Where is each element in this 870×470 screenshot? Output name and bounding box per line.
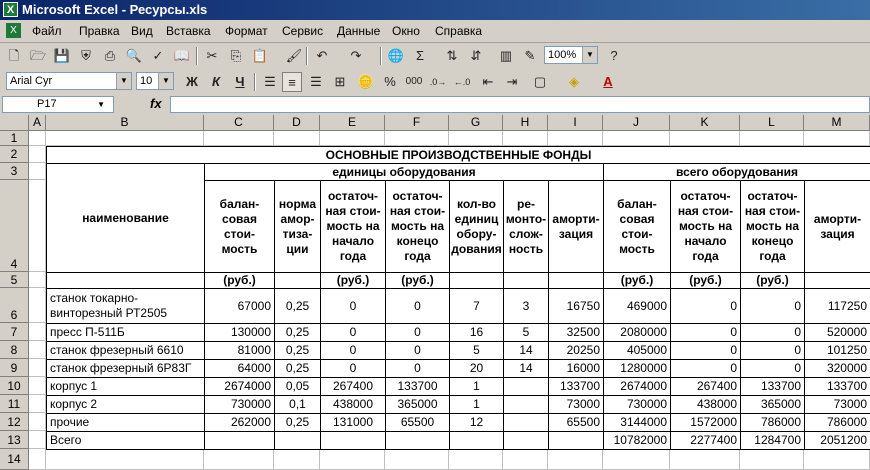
value-cell[interactable]: 267400: [670, 377, 741, 396]
unit-cell[interactable]: [503, 272, 549, 289]
value-cell[interactable]: 5: [503, 323, 549, 342]
research-icon[interactable]: 📖: [173, 48, 191, 63]
value-cell[interactable]: 2080000: [603, 323, 671, 342]
workbook-icon[interactable]: X: [6, 23, 21, 38]
value-cell[interactable]: 0: [740, 341, 805, 360]
menu-help[interactable]: Справка: [435, 24, 483, 38]
sheet-cell[interactable]: [320, 449, 385, 470]
increase-indent-icon[interactable]: ⇥: [506, 74, 518, 89]
row-name[interactable]: станок фрезерный 6Р83Г: [46, 359, 205, 378]
unit-label[interactable]: (руб.): [670, 272, 741, 289]
header-h-rem[interactable]: ре- монто- слож- ность: [503, 180, 549, 273]
sheet-cell[interactable]: [385, 131, 449, 146]
sheet-title[interactable]: ОСНОВНЫЕ ПРОИЗВОДСТВЕННЫЕ ФОНДЫ: [46, 146, 870, 164]
sheet-cell[interactable]: [449, 449, 503, 470]
menu-file[interactable]: Файл: [32, 24, 62, 38]
worksheet-grid[interactable]: [0, 115, 870, 470]
sort-descending-icon[interactable]: ⇵: [470, 48, 482, 63]
font-value: Arial Cyr: [10, 75, 53, 87]
row-name[interactable]: станок токарно-винторезный РТ2505: [46, 288, 205, 324]
value-cell[interactable]: 262000: [204, 413, 275, 432]
value-cell[interactable]: 0: [320, 323, 386, 342]
unit-cell[interactable]: [46, 272, 205, 289]
copy-icon[interactable]: ⎘: [230, 48, 242, 63]
row-header-10[interactable]: 10: [0, 377, 29, 395]
menu-window[interactable]: Окно: [392, 24, 420, 38]
value-cell[interactable]: 14: [503, 341, 549, 360]
row-name[interactable]: пресс П-511Б: [46, 323, 205, 342]
value-cell[interactable]: 0,25: [274, 359, 321, 378]
sheet-cell[interactable]: [274, 449, 320, 470]
row-header-4[interactable]: 4: [0, 180, 29, 272]
name-box[interactable]: [2, 96, 114, 113]
value-cell[interactable]: 1280000: [603, 359, 671, 378]
drawing-icon[interactable]: ✎: [524, 48, 536, 63]
save-icon[interactable]: 💾: [53, 48, 71, 63]
row-header-9[interactable]: 9: [0, 359, 29, 377]
excel-app-icon[interactable]: X: [3, 2, 18, 17]
align-right-icon[interactable]: ☰: [310, 74, 322, 89]
value-cell[interactable]: 0,05: [274, 377, 321, 396]
sheet-cell[interactable]: [320, 131, 385, 146]
header-name[interactable]: наименование: [46, 163, 205, 273]
unit-label[interactable]: (руб.): [385, 272, 450, 289]
value-cell[interactable]: 2674000: [204, 377, 275, 396]
select-all-corner[interactable]: [0, 115, 29, 131]
header-h-qty[interactable]: кол-во единиц обору- дования: [449, 180, 504, 273]
value-cell[interactable]: 16: [449, 323, 504, 342]
value-cell[interactable]: 14: [503, 359, 549, 378]
value-cell[interactable]: 469000: [603, 288, 671, 324]
align-left-icon[interactable]: ☰: [264, 74, 276, 89]
header-h-ost-start[interactable]: остаточ- ная стои- мость на начало года: [320, 180, 386, 273]
toolbar-separator: [380, 47, 382, 65]
sheet-cell[interactable]: [603, 131, 670, 146]
increase-decimal-icon[interactable]: .0→: [429, 77, 447, 87]
value-cell[interactable]: 0: [385, 288, 450, 324]
thousands-icon[interactable]: 000: [405, 76, 423, 87]
value-cell[interactable]: 365000: [385, 395, 450, 414]
value-cell[interactable]: 786000: [740, 413, 805, 432]
borders-icon[interactable]: ▢: [533, 74, 547, 89]
underline-button[interactable]: Ч: [235, 74, 245, 89]
zoom-select[interactable]: [544, 46, 598, 64]
value-cell[interactable]: [274, 431, 321, 450]
unit-label[interactable]: (руб.): [320, 272, 386, 289]
menu-tools[interactable]: Сервис: [282, 24, 324, 38]
value-cell[interactable]: 64000: [204, 359, 275, 378]
sheet-cell[interactable]: [204, 131, 274, 146]
sheet-cell[interactable]: [29, 288, 46, 323]
row-header-5[interactable]: 5: [0, 272, 29, 288]
value-cell[interactable]: 5: [449, 341, 504, 360]
cut-icon[interactable]: ✂: [206, 48, 218, 63]
sheet-cell[interactable]: [29, 272, 46, 288]
sheet-cell[interactable]: [29, 180, 46, 272]
chevron-down-icon[interactable]: ▼: [97, 100, 105, 109]
value-cell[interactable]: 0,25: [274, 413, 321, 432]
unit-cell[interactable]: [449, 272, 504, 289]
row-header-7[interactable]: 7: [0, 323, 29, 341]
sheet-cell[interactable]: [740, 449, 804, 470]
header-h-t-amort[interactable]: аморти- зация: [804, 180, 870, 273]
value-cell[interactable]: 133700: [548, 377, 604, 396]
value-cell[interactable]: 438000: [670, 395, 741, 414]
menu-insert[interactable]: Вставка: [166, 24, 211, 38]
window-title: Microsoft Excel - Ресурсы.xls: [22, 2, 208, 17]
menu-view[interactable]: Вид: [131, 24, 153, 38]
sheet-cell[interactable]: [29, 395, 46, 413]
sheet-cell[interactable]: [274, 131, 320, 146]
sheet-cell[interactable]: [503, 449, 548, 470]
column-header-c[interactable]: C: [204, 115, 274, 131]
value-cell[interactable]: 2051200: [804, 431, 870, 450]
value-cell[interactable]: 0: [740, 323, 805, 342]
fill-color-icon[interactable]: ◈: [569, 74, 579, 89]
column-header-b[interactable]: B: [46, 115, 204, 131]
unit-cell[interactable]: [804, 272, 870, 289]
row-header-11[interactable]: 11: [0, 395, 29, 413]
font-size-select[interactable]: [136, 72, 174, 90]
value-cell[interactable]: 3: [503, 288, 549, 324]
font-select[interactable]: [6, 72, 132, 90]
row-header-12[interactable]: 12: [0, 413, 29, 431]
value-cell[interactable]: 73000: [804, 395, 870, 414]
value-cell[interactable]: 0,1: [274, 395, 321, 414]
value-cell[interactable]: [503, 377, 549, 396]
percent-icon[interactable]: %: [384, 74, 396, 89]
redo-icon[interactable]: ↷: [350, 48, 362, 63]
value-cell[interactable]: 133700: [740, 377, 805, 396]
name-box-value: P17: [37, 98, 57, 110]
sheet-cell[interactable]: [29, 359, 46, 377]
value-cell[interactable]: 0: [320, 288, 386, 324]
value-cell[interactable]: 20250: [548, 341, 604, 360]
print-preview-icon[interactable]: 🔍: [125, 48, 143, 63]
sort-ascending-icon[interactable]: ⇅: [446, 48, 458, 63]
format-painter-icon[interactable]: 🖌: [285, 48, 303, 63]
paste-icon[interactable]: 📋: [251, 48, 269, 63]
row-name[interactable]: корпус 2: [46, 395, 205, 414]
sheet-cell[interactable]: [29, 341, 46, 359]
row-name[interactable]: Всего: [46, 431, 205, 450]
value-cell[interactable]: 0: [670, 288, 741, 324]
value-cell[interactable]: [204, 431, 275, 450]
menu-edit[interactable]: Правка: [79, 24, 120, 38]
row-header-6[interactable]: 6: [0, 288, 29, 323]
sheet-cell[interactable]: [29, 413, 46, 431]
value-cell[interactable]: 133700: [385, 377, 450, 396]
value-cell[interactable]: 320000: [804, 359, 870, 378]
value-cell[interactable]: 7: [449, 288, 504, 324]
formula-bar: [0, 95, 870, 115]
value-cell[interactable]: 730000: [204, 395, 275, 414]
value-cell[interactable]: 0: [385, 341, 450, 360]
formula-input[interactable]: [170, 96, 870, 113]
header-h-t-ost-end[interactable]: остаточ- ная стои- мость на конецо года: [740, 180, 805, 273]
value-cell[interactable]: 0: [740, 288, 805, 324]
value-cell[interactable]: 65500: [548, 413, 604, 432]
value-cell[interactable]: 2674000: [603, 377, 671, 396]
column-header-a[interactable]: A: [29, 115, 46, 131]
value-cell[interactable]: 0: [385, 323, 450, 342]
value-cell[interactable]: 1572000: [670, 413, 741, 432]
bold-button[interactable]: Ж: [186, 74, 198, 89]
value-cell[interactable]: 65500: [385, 413, 450, 432]
toolbar-separator: [196, 47, 198, 65]
row-name[interactable]: корпус 1: [46, 377, 205, 396]
sheet-cell[interactable]: [503, 131, 548, 146]
sheet-cell[interactable]: [670, 131, 740, 146]
sheet-cell[interactable]: [449, 131, 503, 146]
value-cell[interactable]: 16750: [548, 288, 604, 324]
header-group-total[interactable]: всего оборудования: [603, 163, 870, 181]
value-cell[interactable]: 10782000: [603, 431, 671, 450]
value-cell[interactable]: 438000: [320, 395, 386, 414]
column-header-g[interactable]: G: [449, 115, 503, 131]
hyperlink-icon[interactable]: 🌐: [387, 48, 405, 63]
toolbar-separator: [306, 47, 308, 65]
value-cell[interactable]: 0,25: [274, 288, 321, 324]
value-cell[interactable]: [548, 431, 604, 450]
unit-cell[interactable]: [274, 272, 321, 289]
sheet-cell[interactable]: [29, 146, 46, 163]
row-name[interactable]: прочие: [46, 413, 205, 432]
value-cell[interactable]: 1: [449, 395, 504, 414]
sheet-cell[interactable]: [548, 449, 603, 470]
column-header-j[interactable]: J: [603, 115, 670, 131]
header-h-ost-end[interactable]: остаточ- ная стои- мость на конецо года: [385, 180, 450, 273]
header-h-amort[interactable]: аморти- зация: [548, 180, 604, 273]
currency-icon[interactable]: 🪙: [357, 74, 375, 89]
chart-wizard-icon[interactable]: ▥: [499, 48, 513, 63]
undo-icon[interactable]: ↶: [316, 48, 328, 63]
autosum-icon[interactable]: Σ: [415, 48, 425, 63]
value-cell[interactable]: 0: [320, 341, 386, 360]
value-cell[interactable]: [503, 395, 549, 414]
header-group-unit[interactable]: единицы оборудования: [204, 163, 604, 181]
permission-icon[interactable]: ⛨: [81, 48, 91, 63]
value-cell[interactable]: [320, 431, 386, 450]
chevron-down-icon[interactable]: ▼: [116, 73, 131, 89]
column-header-h[interactable]: H: [503, 115, 548, 131]
new-icon[interactable]: 🗋: [8, 48, 20, 63]
align-center-icon[interactable]: ≡: [282, 72, 302, 92]
value-cell[interactable]: 20: [449, 359, 504, 378]
value-cell[interactable]: 0: [320, 359, 386, 378]
value-cell[interactable]: 67000: [204, 288, 275, 324]
value-cell[interactable]: 73000: [548, 395, 604, 414]
value-cell[interactable]: 267400: [320, 377, 386, 396]
formatting-toolbar: [0, 69, 870, 96]
value-cell[interactable]: 130000: [204, 323, 275, 342]
value-cell[interactable]: 101250: [804, 341, 870, 360]
value-cell[interactable]: 0: [740, 359, 805, 378]
value-cell[interactable]: 133700: [804, 377, 870, 396]
value-cell[interactable]: 2277400: [670, 431, 741, 450]
value-cell[interactable]: 1284700: [740, 431, 805, 450]
value-cell[interactable]: 730000: [603, 395, 671, 414]
sheet-cell[interactable]: [46, 131, 204, 146]
unit-label[interactable]: (руб.): [603, 272, 671, 289]
italic-button[interactable]: К: [212, 74, 220, 89]
row-header-13[interactable]: 13: [0, 431, 29, 449]
row-name[interactable]: станок фрезерный 6610: [46, 341, 205, 360]
value-cell[interactable]: 365000: [740, 395, 805, 414]
sheet-cell[interactable]: [548, 131, 603, 146]
decrease-decimal-icon[interactable]: ←.0: [453, 77, 471, 87]
row-header-8[interactable]: 8: [0, 341, 29, 359]
sheet-cell[interactable]: [29, 449, 46, 470]
value-cell[interactable]: 0: [670, 323, 741, 342]
row-header-14[interactable]: 14: [0, 449, 29, 470]
chevron-down-icon[interactable]: ▼: [158, 73, 173, 89]
value-cell[interactable]: [503, 413, 549, 432]
value-cell[interactable]: 117250: [804, 288, 870, 324]
sheet-cell[interactable]: [740, 131, 804, 146]
font-color-icon[interactable]: A: [603, 74, 613, 89]
column-header-k[interactable]: K: [670, 115, 740, 131]
value-cell[interactable]: [503, 431, 549, 450]
header-h-bal[interactable]: балан- совая стои- мость: [204, 180, 275, 273]
value-cell[interactable]: 0: [385, 359, 450, 378]
sheet-cell[interactable]: [29, 323, 46, 341]
column-header-l[interactable]: L: [740, 115, 804, 131]
sheet-cell[interactable]: [29, 431, 46, 449]
header-h-t-bal[interactable]: балан- совая стои- мость: [603, 180, 671, 273]
toolbar-separator: [254, 73, 256, 91]
unit-label[interactable]: (руб.): [740, 272, 805, 289]
value-cell[interactable]: 12: [449, 413, 504, 432]
sheet-cell[interactable]: [29, 163, 46, 180]
value-cell[interactable]: 520000: [804, 323, 870, 342]
header-h-norm[interactable]: норма амор- тиза- ции: [274, 180, 321, 273]
menu-format[interactable]: Формат: [225, 24, 268, 38]
sheet-cell[interactable]: [670, 449, 740, 470]
row-header-1[interactable]: 1: [0, 131, 29, 146]
fx-icon[interactable]: fx: [150, 96, 162, 111]
menu-data[interactable]: Данные: [337, 24, 381, 38]
sheet-cell[interactable]: [46, 449, 204, 470]
merge-center-icon[interactable]: ⊞: [334, 74, 346, 89]
open-icon[interactable]: 🗁: [29, 48, 47, 63]
value-cell[interactable]: 3144000: [603, 413, 671, 432]
sheet-cell[interactable]: [29, 377, 46, 395]
row-header-2[interactable]: 2: [0, 146, 29, 163]
value-cell[interactable]: 32500: [548, 323, 604, 342]
column-header-d[interactable]: D: [274, 115, 320, 131]
sheet-cell[interactable]: [385, 449, 449, 470]
header-h-t-ost-start[interactable]: остаточ- ная стои- мость на начало года: [670, 180, 741, 273]
row-header-3[interactable]: 3: [0, 163, 29, 180]
sheet-cell[interactable]: [804, 131, 870, 146]
spelling-icon[interactable]: ✓: [152, 48, 164, 63]
sheet-cell[interactable]: [603, 449, 670, 470]
value-cell[interactable]: [449, 431, 504, 450]
value-cell[interactable]: 0,25: [274, 323, 321, 342]
unit-label[interactable]: (руб.): [204, 272, 275, 289]
chevron-down-icon[interactable]: ▼: [582, 47, 597, 63]
sheet-cell[interactable]: [204, 449, 274, 470]
sheet-cell[interactable]: [29, 131, 46, 146]
value-cell[interactable]: 81000: [204, 341, 275, 360]
zoom-value: 100%: [548, 49, 577, 61]
help-icon[interactable]: ?: [610, 48, 618, 63]
print-icon[interactable]: ⎙: [104, 48, 116, 63]
column-header-f[interactable]: F: [385, 115, 449, 131]
value-cell[interactable]: 405000: [603, 341, 671, 360]
value-cell[interactable]: 0,25: [274, 341, 321, 360]
value-cell[interactable]: 786000: [804, 413, 870, 432]
decrease-indent-icon[interactable]: ⇤: [482, 74, 494, 89]
column-header-e[interactable]: E: [320, 115, 385, 131]
value-cell[interactable]: 131000: [320, 413, 386, 432]
unit-cell[interactable]: [548, 272, 604, 289]
value-cell[interactable]: 0: [670, 359, 741, 378]
value-cell[interactable]: 0: [670, 341, 741, 360]
column-header-m[interactable]: M: [804, 115, 870, 131]
value-cell[interactable]: 1: [449, 377, 504, 396]
value-cell[interactable]: 16000: [548, 359, 604, 378]
value-cell[interactable]: [385, 431, 450, 450]
font-size-value: 10: [140, 75, 153, 87]
sheet-cell[interactable]: [804, 449, 870, 470]
title-bar: [0, 0, 870, 20]
column-header-i[interactable]: I: [548, 115, 603, 131]
standard-toolbar: [0, 43, 870, 70]
menu-bar: [0, 20, 870, 43]
